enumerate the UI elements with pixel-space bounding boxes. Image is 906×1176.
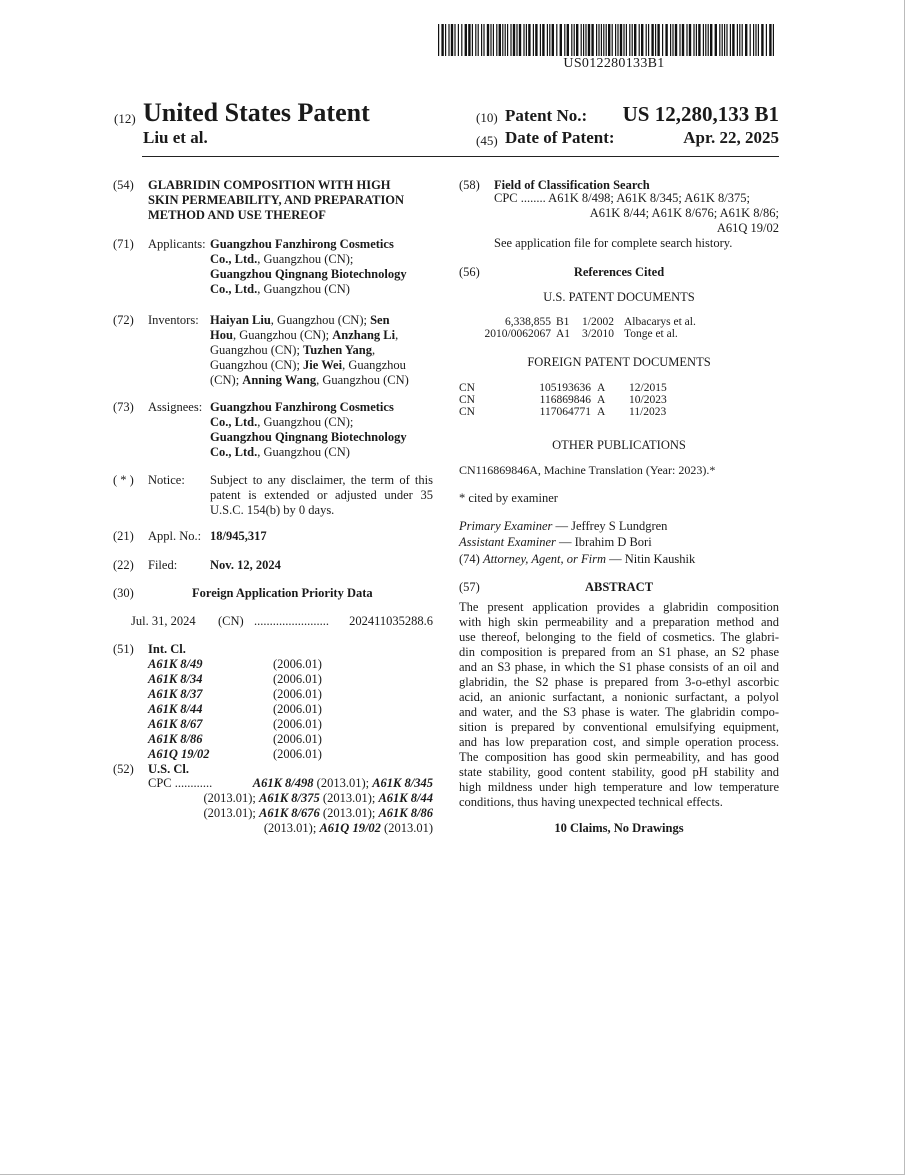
other-publication: CN116869846A, Machine Translation (Year: 2023).* bbox=[459, 463, 716, 477]
barcode-bar bbox=[468, 24, 470, 56]
barcode-bar bbox=[665, 24, 667, 56]
ref-kind: A bbox=[597, 394, 606, 406]
assignee-location: , Guangzhou (CN); bbox=[257, 415, 354, 429]
barcode-bar bbox=[703, 24, 704, 56]
barcode-bar bbox=[715, 24, 717, 56]
barcode-bar bbox=[510, 24, 511, 56]
code-71: (71) bbox=[113, 237, 134, 251]
abstract-body bbox=[459, 600, 779, 810]
barcode-bar bbox=[655, 24, 656, 56]
barcode-bar bbox=[750, 24, 751, 56]
assignees-label: Assignees: bbox=[148, 400, 203, 414]
us-cl-class: A61K 8/676 bbox=[259, 806, 320, 820]
int-cl-list bbox=[148, 657, 348, 762]
cited-by-examiner: * cited by examiner bbox=[459, 491, 558, 505]
barcode-bar bbox=[542, 24, 544, 56]
field-search-line: A61K 8/44; A61K 8/676; A61K 8/86; bbox=[589, 206, 779, 220]
barcode-bar bbox=[626, 24, 627, 56]
notice-line: U.S.C. 154(b) by 0 days. bbox=[210, 503, 335, 517]
barcode-bar bbox=[698, 24, 700, 56]
barcode-bar bbox=[533, 24, 534, 56]
barcode-bar bbox=[481, 24, 482, 56]
int-cl-row bbox=[148, 672, 348, 687]
code-51: (51) bbox=[113, 642, 134, 656]
barcode-bar bbox=[662, 24, 663, 56]
inventor-name: Sen bbox=[370, 313, 390, 327]
abstract-line: and an S3 phase, in which the S1 phase consists of an oil and bbox=[459, 660, 779, 674]
code-57: (57) bbox=[459, 580, 480, 594]
barcode-bar bbox=[620, 24, 622, 56]
barcode-bar bbox=[646, 24, 647, 56]
barcode-bar bbox=[612, 24, 613, 56]
inventor-name: Anning Wang bbox=[242, 373, 317, 387]
abstract-line: high mildness under high temperature and low temperature bbox=[459, 780, 779, 794]
foreign-patents-title: FOREIGN PATENT DOCUMENTS bbox=[527, 355, 711, 369]
us-cl-version: (2013.01); bbox=[203, 806, 259, 820]
ref-country: CN bbox=[459, 394, 475, 406]
attorney bbox=[459, 552, 695, 567]
int-cl-row bbox=[148, 717, 348, 732]
abstract-line: The composition has good skin permeability, and has good bbox=[459, 750, 779, 764]
barcode-bar bbox=[523, 24, 524, 56]
code-30: (30) bbox=[113, 586, 134, 600]
notice-text bbox=[210, 473, 433, 518]
barcode-bar bbox=[722, 24, 723, 56]
ref-kind: A bbox=[597, 406, 606, 418]
abstract-line: and has low preparation cost, and simple operation process. bbox=[459, 735, 779, 749]
inventors bbox=[210, 313, 440, 388]
priority-date: Jul. 31, 2024 bbox=[131, 614, 196, 628]
inventor-name: Haiyan Liu bbox=[210, 313, 271, 327]
barcode-bar bbox=[526, 24, 527, 56]
barcode-bar bbox=[483, 24, 484, 56]
int-cl-class: A61K 8/44 bbox=[148, 702, 203, 716]
int-cl-version: (2006.01) bbox=[273, 717, 322, 731]
barcode-bar bbox=[719, 24, 720, 56]
barcode-bar bbox=[556, 24, 557, 56]
ref-kind: A bbox=[597, 382, 606, 394]
barcode-bar bbox=[519, 24, 521, 56]
barcode-bar bbox=[641, 24, 643, 56]
barcode-bar bbox=[608, 24, 610, 56]
other-publications-title: OTHER PUBLICATIONS bbox=[552, 438, 686, 452]
barcode-bar bbox=[567, 24, 569, 56]
inventor-location: Guangzhou (CN); bbox=[210, 358, 300, 372]
abstract-line: use thereof, belonging to the field of cosmetics. The glabri- bbox=[459, 630, 779, 644]
us-cl-class: A61Q 19/02 bbox=[319, 821, 381, 835]
table-row bbox=[467, 328, 696, 340]
invention-title-line: METHOD AND USE THEREOF bbox=[148, 208, 326, 222]
applicant-name-cont: Co., Ltd. bbox=[210, 252, 258, 266]
int-cl-class: A61K 8/49 bbox=[148, 657, 203, 671]
notice-line: patent is extended or adjusted under 35 bbox=[210, 488, 433, 502]
invention-title-line: GLABRIDIN COMPOSITION WITH HIGH bbox=[148, 178, 391, 192]
inventor-name: Tuzhen Yang bbox=[303, 343, 372, 357]
assistant-examiner bbox=[459, 535, 652, 550]
us-cl-version: (2013.01) bbox=[380, 821, 433, 835]
table-row bbox=[459, 406, 667, 418]
barcode-bar bbox=[502, 24, 503, 56]
barcode-bar bbox=[596, 24, 597, 56]
barcode-bar bbox=[623, 24, 624, 56]
us-cl-version: (2013.01); bbox=[203, 791, 259, 805]
barcode-bar bbox=[758, 24, 759, 56]
barcode-bar bbox=[513, 24, 515, 56]
filed-date: Nov. 12, 2024 bbox=[210, 558, 281, 572]
barcode-bar bbox=[686, 24, 687, 56]
int-cl-class: A61K 8/86 bbox=[148, 732, 203, 746]
abstract-title: ABSTRACT bbox=[584, 580, 654, 594]
ref-name: Albacarys et al. bbox=[624, 316, 696, 328]
ref-number: 117064771 bbox=[539, 406, 591, 418]
primary-examiner-label: Primary Examiner bbox=[459, 519, 553, 533]
int-cl-class: A61K 8/34 bbox=[148, 672, 203, 686]
notice-label: Notice: bbox=[148, 473, 185, 487]
code-52: (52) bbox=[113, 762, 134, 776]
barcode-bar bbox=[560, 24, 562, 56]
barcode-bar bbox=[724, 24, 725, 56]
barcode-bar bbox=[583, 24, 584, 56]
ref-date: 3/2010 bbox=[582, 328, 614, 340]
table-row bbox=[459, 394, 667, 406]
barcode-bar bbox=[451, 24, 453, 56]
applicants-label: Applicants: bbox=[148, 237, 206, 251]
code-21: (21) bbox=[113, 529, 134, 543]
barcode-bar bbox=[657, 24, 659, 56]
assignee-name-cont: Co., Ltd. bbox=[210, 415, 258, 429]
inventor-location: , bbox=[371, 343, 376, 357]
applicant-location: , Guangzhou (CN) bbox=[257, 282, 350, 296]
header-rule bbox=[142, 156, 779, 157]
barcode-bar bbox=[574, 24, 575, 56]
barcode-bar bbox=[745, 24, 747, 56]
barcode-bar bbox=[438, 24, 439, 56]
us-cl-class: A61K 8/498 bbox=[252, 776, 314, 790]
int-cl-row bbox=[148, 747, 348, 762]
int-cl-version: (2006.01) bbox=[273, 702, 322, 716]
int-cl-row bbox=[148, 657, 348, 672]
barcode-bar bbox=[737, 24, 738, 56]
inventor-location: , bbox=[395, 328, 399, 342]
barcode-image bbox=[438, 24, 778, 56]
abstract-line: glabridin, the S2 phase is prepared from 3-o-ethyl ascorbic bbox=[459, 675, 779, 689]
inventor-location: , Guangzhou (CN) bbox=[316, 373, 409, 387]
barcode-bar bbox=[478, 24, 479, 56]
applicant-name: Guangzhou Fanzhirong Cosmetics bbox=[210, 237, 394, 251]
us-cl-version: (2013.01); bbox=[319, 791, 379, 805]
barcode-bar bbox=[581, 24, 582, 56]
ref-number: 2010/0062067 bbox=[484, 328, 551, 340]
assistant-examiner-label: Assistant Examiner bbox=[459, 535, 556, 549]
code-22: (22) bbox=[113, 558, 134, 572]
barcode-bar bbox=[540, 24, 541, 56]
ref-kind: B1 bbox=[556, 316, 570, 328]
primary-examiner-name: — Jeffrey S Lundgren bbox=[552, 519, 668, 533]
int-cl-version: (2006.01) bbox=[273, 672, 322, 686]
field-search-body bbox=[494, 191, 779, 251]
barcode-bar bbox=[441, 24, 443, 56]
barcode-bar bbox=[493, 24, 494, 56]
field-search-title: Field of Classification Search bbox=[494, 178, 650, 192]
invention-title bbox=[148, 178, 448, 223]
abstract-line: conditions, thus having unexpected technical effects. bbox=[459, 795, 723, 809]
barcode-bar bbox=[679, 24, 680, 56]
barcode-bar bbox=[571, 24, 572, 56]
barcode-bar bbox=[588, 24, 590, 56]
invention-title-line: SKIN PERMEABILITY, AND PREPARATION bbox=[148, 193, 405, 207]
table-row bbox=[467, 316, 696, 328]
us-cl-version: (2013.01); bbox=[319, 806, 379, 820]
barcode-bar bbox=[549, 24, 550, 56]
abstract-line: and water, and the S3 phase is water. The glabridin compo- bbox=[459, 705, 779, 719]
barcode-bar bbox=[732, 24, 734, 56]
barcode-bar bbox=[769, 24, 771, 56]
barcode-number: US012280133B1 bbox=[563, 56, 665, 71]
us-cl-title: U.S. Cl. bbox=[148, 762, 189, 776]
abstract-line: with high skin permeability and a preparation method and bbox=[459, 615, 779, 629]
notice-code: ( * ) bbox=[113, 473, 134, 487]
patent-no-label: Patent No.: bbox=[505, 106, 588, 125]
assignee-name-cont: Co., Ltd. bbox=[210, 445, 258, 459]
field-search-note: See application file for complete search history. bbox=[494, 236, 733, 250]
int-cl-class: A61K 8/37 bbox=[148, 687, 203, 701]
ref-country: CN bbox=[459, 406, 475, 418]
barcode-bar bbox=[461, 24, 462, 56]
int-cl-version: (2006.01) bbox=[273, 732, 322, 746]
barcode-bar bbox=[552, 24, 554, 56]
inventor-location: , Guangzhou (CN); bbox=[270, 313, 367, 327]
assignee-location: , Guangzhou (CN) bbox=[257, 445, 350, 459]
barcode-bar bbox=[689, 24, 691, 56]
code-45: (45) bbox=[476, 133, 498, 148]
barcode-bar bbox=[505, 24, 506, 56]
assignees bbox=[210, 400, 440, 460]
barcode-bar bbox=[475, 24, 476, 56]
ref-kind: A1 bbox=[556, 328, 571, 340]
barcode-bar bbox=[601, 24, 602, 56]
us-cl-class: A61K 8/345 bbox=[372, 776, 433, 790]
code-72: (72) bbox=[113, 313, 134, 327]
barcode-bar bbox=[629, 24, 630, 56]
barcode-bar bbox=[675, 24, 677, 56]
code-56: (56) bbox=[459, 265, 480, 279]
field-search-line: A61Q 19/02 bbox=[716, 221, 779, 235]
barcode-bar bbox=[448, 24, 449, 56]
ref-number: 116869846 bbox=[539, 394, 591, 406]
int-cl-row bbox=[148, 702, 348, 717]
barcode-bar bbox=[496, 24, 497, 56]
barcode-bar bbox=[603, 24, 604, 56]
code-73: (73) bbox=[113, 400, 134, 414]
barcode-bar bbox=[730, 24, 731, 56]
barcode-bar bbox=[648, 24, 649, 56]
applicants bbox=[210, 237, 440, 297]
barcode-bar bbox=[487, 24, 489, 56]
barcode-bar bbox=[742, 24, 743, 56]
inventors-label: Inventors: bbox=[148, 313, 199, 327]
barcode-bar bbox=[490, 24, 491, 56]
us-cl-class: A61K 8/86 bbox=[378, 806, 433, 820]
barcode-bar bbox=[761, 24, 763, 56]
barcode-bar bbox=[766, 24, 767, 56]
priority-dots: ........................ bbox=[254, 614, 329, 628]
barcode-bar bbox=[617, 24, 618, 56]
barcode-bar bbox=[693, 24, 694, 56]
int-cl-class: A61K 8/67 bbox=[148, 717, 203, 731]
primary-examiner bbox=[459, 519, 667, 534]
inventor-location: , Guangzhou (CN); bbox=[232, 328, 330, 342]
assignee-name: Guangzhou Fanzhirong Cosmetics bbox=[210, 400, 394, 414]
abstract-line: sition is prepared by conventional emulsifying equipment, bbox=[459, 720, 779, 734]
int-cl-class: A61Q 19/02 bbox=[148, 747, 210, 761]
barcode-bar bbox=[753, 24, 754, 56]
barcode-bar bbox=[535, 24, 537, 56]
barcode-bar bbox=[528, 24, 530, 56]
barcode-bar bbox=[682, 24, 684, 56]
barcode-bar bbox=[472, 24, 473, 56]
patent-title: United States Patent bbox=[143, 98, 370, 127]
abstract-line: The present application provides a glabridin composition bbox=[459, 600, 779, 614]
barcode-bar bbox=[606, 24, 607, 56]
us-patents-title: U.S. PATENT DOCUMENTS bbox=[543, 290, 695, 304]
us-cl-version: (2013.01); bbox=[263, 821, 320, 835]
assignee-name: Guangzhou Qingnang Biotechnology bbox=[210, 430, 407, 444]
inventor-location: (CN); bbox=[210, 373, 240, 387]
barcode-bar bbox=[755, 24, 756, 56]
patent-date: Apr. 22, 2025 bbox=[683, 128, 779, 147]
barcode-bar bbox=[672, 24, 673, 56]
barcode-bar bbox=[739, 24, 740, 56]
applicant-name-cont: Co., Ltd. bbox=[210, 282, 258, 296]
barcode-bar bbox=[705, 24, 706, 56]
barcode-bar bbox=[591, 24, 593, 56]
attorney-label: Attorney, Agent, or Firm bbox=[482, 552, 606, 566]
abstract-line: din composition is prepared from an S1 phase, an S2 phase bbox=[459, 645, 779, 659]
ref-date: 11/2023 bbox=[629, 406, 667, 418]
us-patents-table bbox=[467, 316, 696, 340]
us-cl-version: (2013.01); bbox=[313, 776, 373, 790]
foreign-patents-table bbox=[459, 382, 667, 418]
int-cl-version: (2006.01) bbox=[273, 657, 322, 671]
notice-line: Subject to any disclaimer, the term of this bbox=[210, 473, 433, 487]
barcode-bar bbox=[639, 24, 640, 56]
inventor-location: Guangzhou (CN); bbox=[210, 343, 300, 357]
barcode-bar bbox=[651, 24, 653, 56]
barcode-bar bbox=[507, 24, 508, 56]
inventor-name: Hou bbox=[210, 328, 233, 342]
code-74: (74) bbox=[459, 552, 480, 566]
barcode-bar bbox=[576, 24, 578, 56]
barcode-bar bbox=[696, 24, 697, 56]
ref-date: 1/2002 bbox=[582, 316, 614, 328]
table-row bbox=[459, 382, 667, 394]
int-cl-title: Int. Cl. bbox=[148, 642, 186, 656]
us-cl-cpc: CPC ............ bbox=[148, 776, 213, 790]
ref-name: Tonge et al. bbox=[624, 328, 678, 340]
ref-country: CN bbox=[459, 382, 475, 394]
barcode-bar bbox=[585, 24, 586, 56]
barcode-bar bbox=[708, 24, 709, 56]
us-cl-class: A61K 8/44 bbox=[378, 791, 433, 805]
barcode-bar bbox=[773, 24, 774, 56]
applicant-location: , Guangzhou (CN); bbox=[257, 252, 354, 266]
int-cl-row bbox=[148, 687, 348, 702]
barcode-bar bbox=[598, 24, 599, 56]
patent-no: US 12,280,133 B1 bbox=[622, 102, 779, 126]
priority-country: (CN) bbox=[218, 614, 244, 628]
ref-date: 12/2015 bbox=[629, 382, 667, 394]
barcode-bar bbox=[516, 24, 517, 56]
barcode-bar bbox=[632, 24, 633, 56]
barcode-bar bbox=[547, 24, 548, 56]
priority-title: Foreign Application Priority Data bbox=[192, 586, 373, 600]
barcode-bar bbox=[458, 24, 459, 56]
inventor-name: Jie Wei bbox=[303, 358, 343, 372]
ref-date: 10/2023 bbox=[629, 394, 667, 406]
claims-summary: 10 Claims, No Drawings bbox=[554, 821, 684, 835]
code-54: (54) bbox=[113, 178, 134, 192]
applicant-name: Guangzhou Qingnang Biotechnology bbox=[210, 267, 407, 281]
inventor-name: Anzhang Li bbox=[332, 328, 396, 342]
barcode-bar bbox=[465, 24, 467, 56]
us-cl-class: A61K 8/375 bbox=[259, 791, 320, 805]
barcode-bar bbox=[499, 24, 501, 56]
code-58: (58) bbox=[459, 178, 480, 192]
appl-no-label: Appl. No.: bbox=[148, 529, 202, 543]
barcode-bar bbox=[445, 24, 446, 56]
barcode-bar bbox=[634, 24, 636, 56]
references-title: References Cited bbox=[573, 265, 665, 279]
priority-number: 202411035288.6 bbox=[349, 614, 433, 628]
appl-no: 18/945,317 bbox=[210, 529, 267, 543]
assistant-examiner-name: — Ibrahim D Bori bbox=[555, 535, 652, 549]
barcode-bar bbox=[670, 24, 671, 56]
authors: Liu et al. bbox=[143, 128, 208, 147]
ref-number: 6,338,855 bbox=[505, 316, 551, 328]
code-10: (10) bbox=[476, 110, 498, 125]
inventor-location: , Guangzhou bbox=[342, 358, 406, 372]
int-cl-version: (2006.01) bbox=[273, 747, 322, 761]
int-cl-row bbox=[148, 732, 348, 747]
code-12: (12) bbox=[114, 111, 136, 126]
barcode-bar bbox=[710, 24, 712, 56]
date-label: Date of Patent: bbox=[505, 128, 615, 147]
barcode-bar bbox=[564, 24, 565, 56]
us-cl-body bbox=[148, 776, 433, 836]
abstract-line: state stability, good content stability, good pH stability and bbox=[459, 765, 779, 779]
barcode-bar bbox=[726, 24, 727, 56]
filed-label: Filed: bbox=[148, 558, 178, 572]
attorney-name: — Nitin Kaushik bbox=[605, 552, 696, 566]
field-search-line: CPC ........ A61K 8/498; A61K 8/345; A61K 8/375; bbox=[494, 191, 750, 205]
abstract-line: acid, an anionic surfactant, a nonionic surfactant, a polyol bbox=[459, 690, 779, 704]
barcode-bar bbox=[454, 24, 455, 56]
ref-number: 105193636 bbox=[539, 382, 591, 394]
int-cl-version: (2006.01) bbox=[273, 687, 322, 701]
barcode-bar bbox=[615, 24, 616, 56]
